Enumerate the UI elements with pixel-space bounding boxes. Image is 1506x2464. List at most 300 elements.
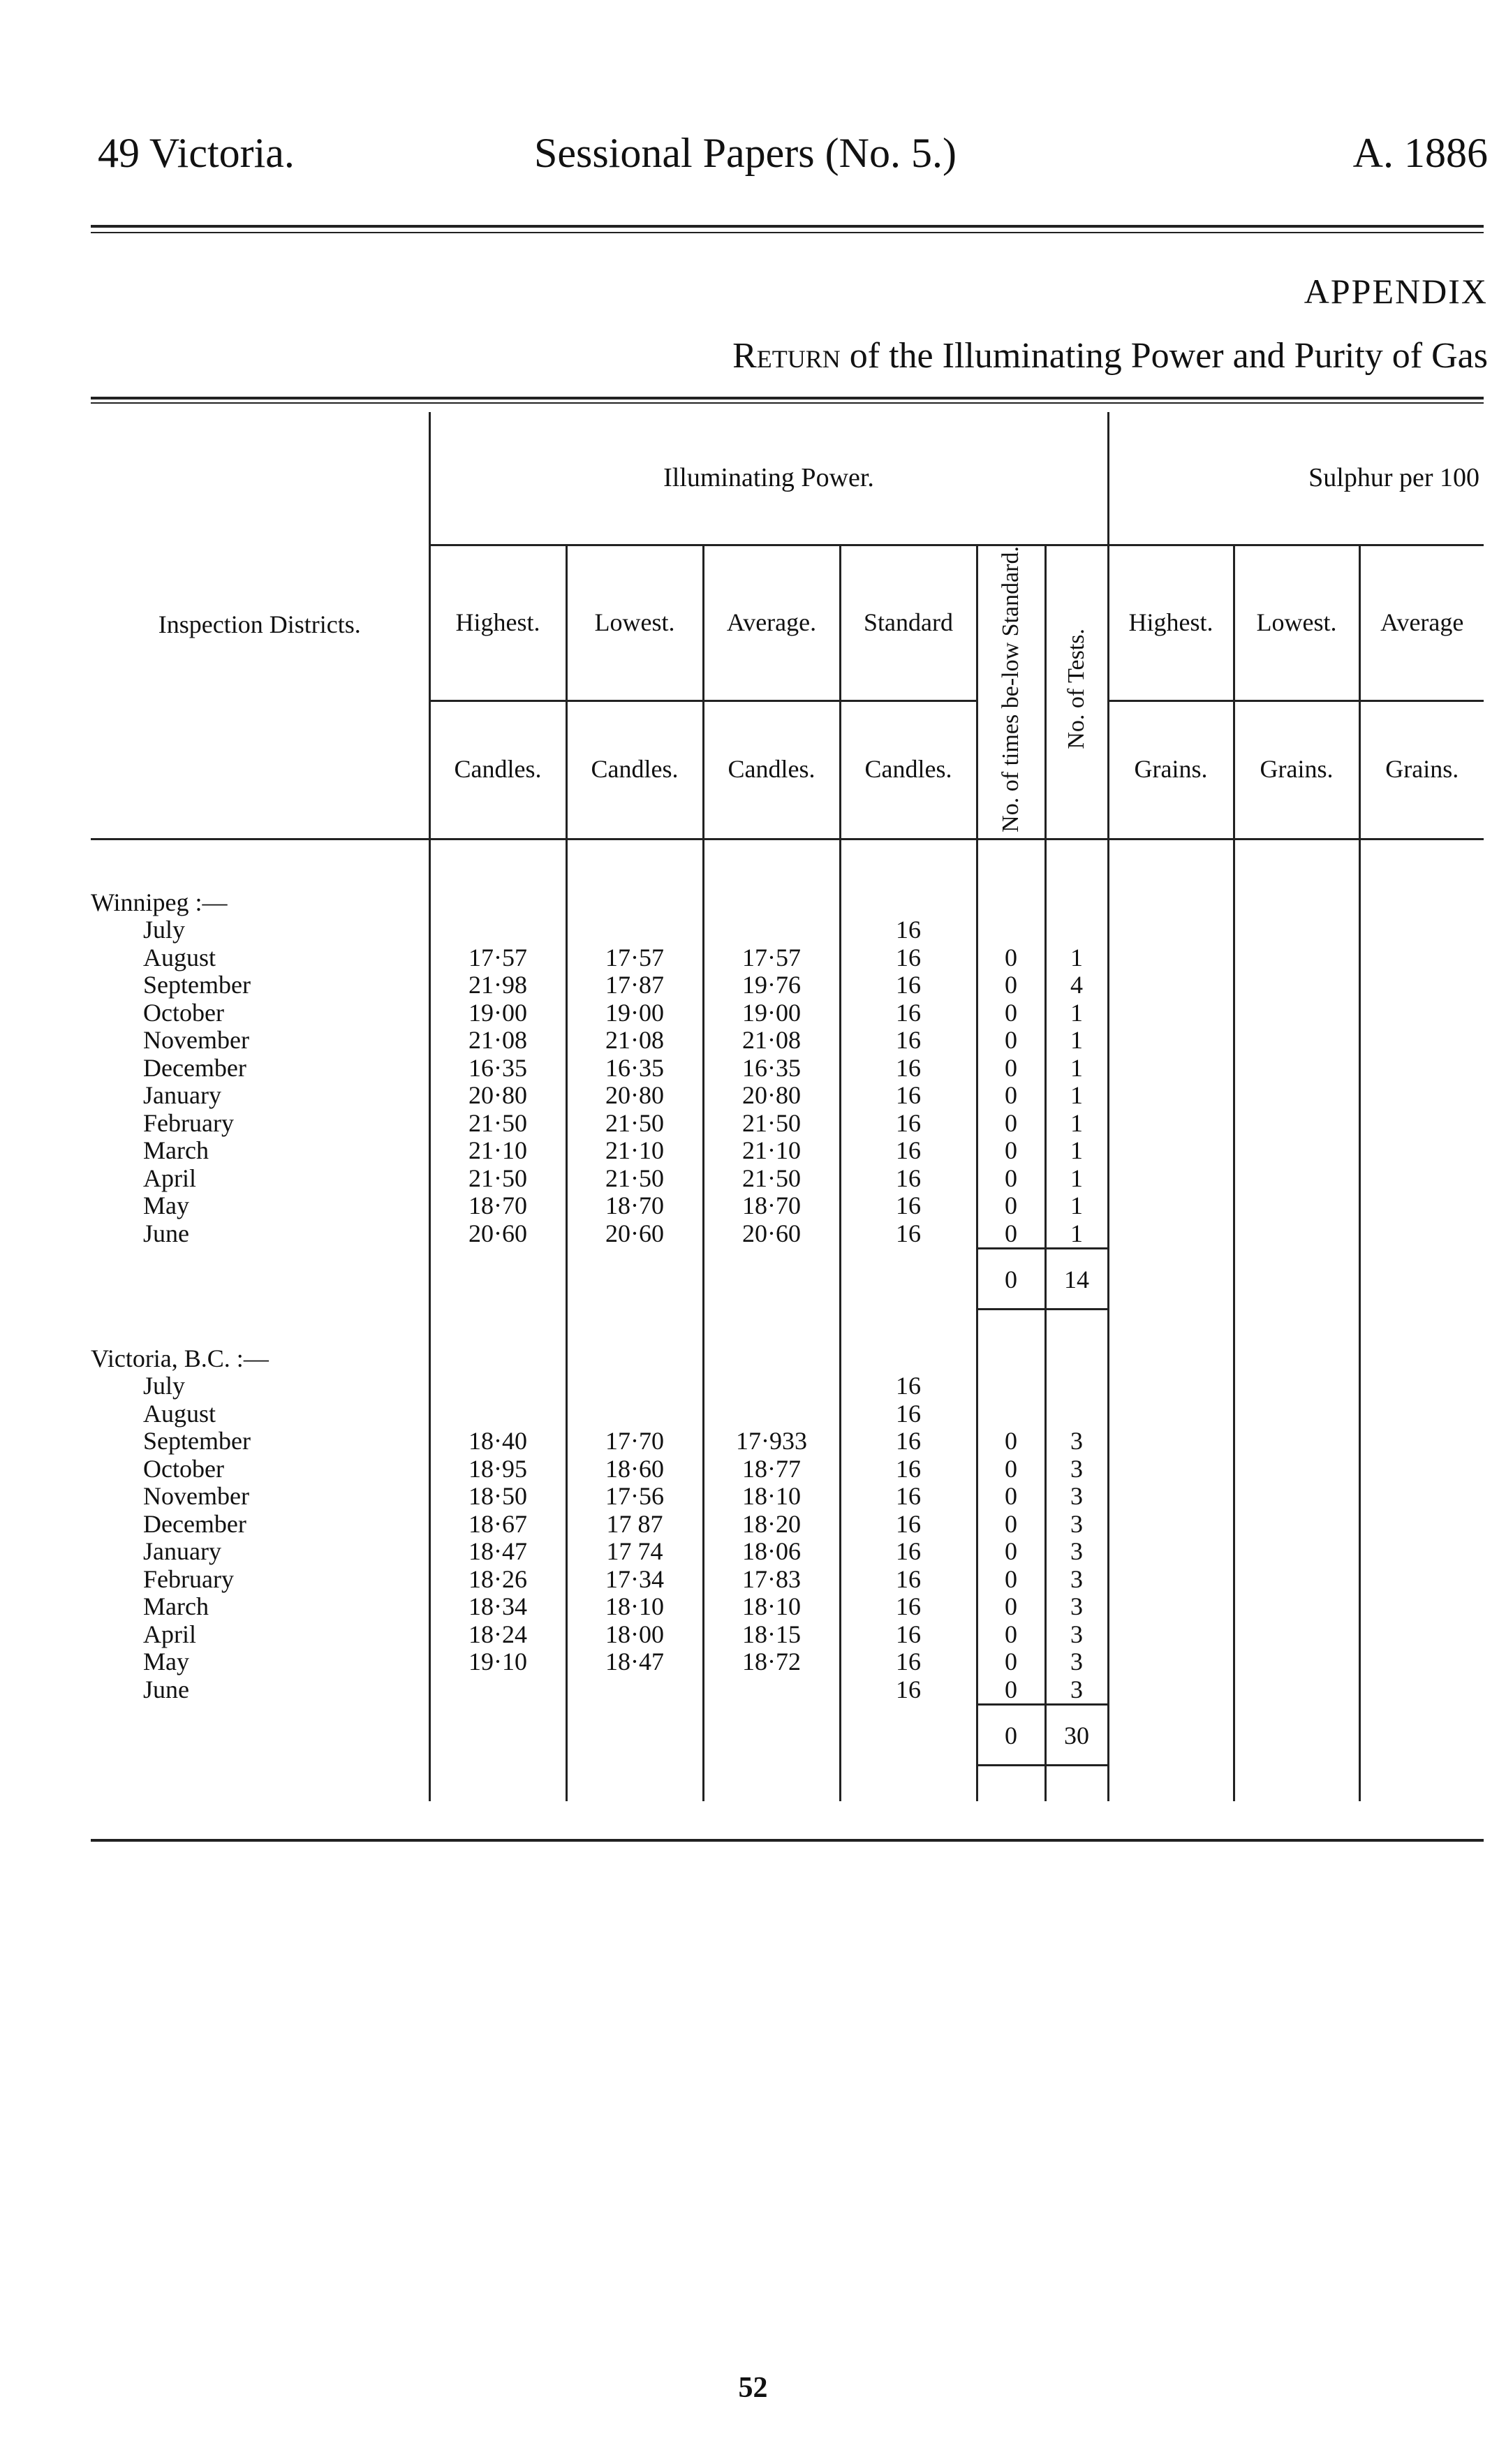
sulphur-empty-cell [1108,1483,1234,1511]
cell-standard: 16 [840,1027,977,1055]
cell-tests: 3 [1045,1621,1108,1649]
cell-standard: 16 [840,1648,977,1676]
cell-average: 18·72 [703,1648,840,1676]
unit-sulphur-lowest: Grains. [1234,701,1359,839]
header-volume: 49 Victoria. [98,130,295,176]
cell-highest: 18·24 [429,1621,566,1649]
cell-average: 19·76 [703,971,840,999]
cell-average: 18·20 [703,1511,840,1539]
month-name: March [143,1137,209,1165]
month-name: March [143,1593,209,1621]
cell-highest: 18·47 [429,1538,566,1566]
cell-lowest [566,1676,703,1705]
cell-standard: 16 [840,1165,977,1193]
col-tests-header [1045,545,1108,839]
cell-below: 0 [977,1593,1045,1621]
cell-highest [429,1400,566,1428]
sulphur-empty-cell [1359,1110,1484,1138]
table-row [91,1400,1484,1428]
cell-tests [1045,916,1108,944]
cell-highest: 21·50 [429,1165,566,1193]
section-name: Winnipeg :— [91,888,228,916]
table-row [91,1428,1484,1455]
illuminating-power-label: Illuminating Power. [663,462,874,492]
table-row [91,1483,1484,1511]
table-row [91,1648,1484,1676]
col-standard-header: Standard [840,545,977,701]
cell-lowest: 17·70 [566,1428,703,1455]
sulphur-empty-cell [1359,1676,1484,1705]
sulphur-empty-cell [1108,1400,1234,1428]
cell-below: 0 [977,1110,1045,1138]
totals-row [91,1249,1484,1310]
cell-highest [429,1372,566,1400]
cell-standard: 16 [840,1192,977,1220]
cell-highest: 20·60 [429,1220,566,1249]
cell-lowest [566,916,703,944]
sulphur-empty-cell [1108,1192,1234,1220]
cell-lowest: 17 87 [566,1511,703,1539]
cell-standard: 16 [840,1137,977,1165]
sulphur-empty-cell [1359,1220,1484,1249]
sulphur-empty-cell [1234,1400,1359,1428]
sulphur-empty-cell [1359,1538,1484,1566]
cell-highest [429,1676,566,1705]
cell-average: 18·77 [703,1455,840,1483]
cell-tests: 1 [1045,944,1108,972]
sulphur-empty-cell [1234,1648,1359,1676]
sulphur-empty-cell [1234,1483,1359,1511]
cell-average [703,916,840,944]
cell-highest: 21·10 [429,1137,566,1165]
total-tests: 14 [1045,1249,1108,1310]
sulphur-empty-cell [1234,1220,1359,1249]
month-name: July [143,916,186,944]
gas-return-table [91,412,1484,1801]
table-row [91,1137,1484,1165]
month-name: May [143,1648,189,1676]
cell-average: 18·15 [703,1621,840,1649]
cell-lowest: 17·87 [566,971,703,999]
sulphur-empty-cell [1359,1428,1484,1455]
cell-lowest: 18·00 [566,1621,703,1649]
sulphur-empty-cell [1234,1621,1359,1649]
sulphur-empty-cell [1359,1483,1484,1511]
unit-standard: Candles. [840,701,977,839]
cell-average: 18·10 [703,1593,840,1621]
cell-highest: 18·67 [429,1511,566,1539]
cell-standard: 16 [840,1220,977,1249]
cell-average: 18·10 [703,1483,840,1511]
sulphur-empty-cell [1359,916,1484,944]
section-row [91,889,1484,917]
sulphur-empty-cell [1359,1621,1484,1649]
cell-standard: 16 [840,1055,977,1083]
header-rule-bottom [91,232,1484,233]
sulphur-empty-cell [1234,944,1359,972]
cell-average: 20·60 [703,1220,840,1249]
sulphur-empty-cell [1108,1455,1234,1483]
table-row [91,1192,1484,1220]
illuminating-power-header [429,412,1108,545]
month-name: January [143,1082,221,1110]
table-row [91,1055,1484,1083]
section-name: Victoria, B.C. :— [91,1344,269,1372]
cell-lowest [566,1372,703,1400]
sulphur-empty-cell [1234,1455,1359,1483]
month-name: August [143,944,216,971]
sulphur-empty-cell [1108,1593,1234,1621]
sulphur-empty-cell [1359,1027,1484,1055]
section-row [91,1345,1484,1373]
return-title-lead: Return [732,336,841,376]
cell-tests: 1 [1045,1165,1108,1193]
cell-standard: 16 [840,1621,977,1649]
table-rule-bottom [91,1839,1484,1842]
table-row [91,1372,1484,1400]
cell-tests: 1 [1045,1137,1108,1165]
cell-tests: 3 [1045,1566,1108,1594]
sulphur-empty-cell [1108,1055,1234,1083]
table-row [91,916,1484,944]
cell-lowest: 17·56 [566,1483,703,1511]
col-sulphur-lowest-header: Lowest. [1234,545,1359,701]
table-row [91,1566,1484,1594]
sulphur-empty-cell [1234,1566,1359,1594]
cell-tests: 1 [1045,1192,1108,1220]
table-row [91,944,1484,972]
sulphur-empty-cell [1108,1110,1234,1138]
table-row [91,1110,1484,1138]
total-below: 0 [977,1705,1045,1766]
table-body [91,839,1484,1801]
table-rule-top [91,397,1484,399]
cell-standard: 16 [840,1372,977,1400]
sulphur-empty-cell [1234,1511,1359,1539]
cell-standard: 16 [840,944,977,972]
cell-average: 19·00 [703,999,840,1027]
cell-tests: 1 [1045,1027,1108,1055]
cell-average: 17·57 [703,944,840,972]
cell-average: 17·83 [703,1566,840,1594]
cell-standard: 16 [840,1593,977,1621]
cell-standard: 16 [840,1428,977,1455]
cell-average: 21·08 [703,1027,840,1055]
unit-average: Candles. [703,701,840,839]
cell-lowest: 17·34 [566,1566,703,1594]
month-name: October [143,1455,224,1483]
month-name: January [143,1538,221,1566]
sulphur-empty-cell [1359,1455,1484,1483]
month-name: November [143,1483,249,1511]
cell-below: 0 [977,944,1045,972]
sulphur-empty-cell [1359,1593,1484,1621]
sulphur-empty-cell [1108,1428,1234,1455]
unit-highest: Candles. [429,701,566,839]
cell-highest: 19·00 [429,999,566,1027]
page-number: 52 [738,2372,768,2404]
cell-average: 18·06 [703,1538,840,1566]
cell-average: 21·50 [703,1165,840,1193]
sulphur-empty-cell [1359,1566,1484,1594]
sulphur-empty-cell [1359,1400,1484,1428]
cell-below: 0 [977,1137,1045,1165]
sulphur-empty-cell [1359,1372,1484,1400]
table-row [91,1676,1484,1705]
cell-below: 0 [977,1428,1045,1455]
cell-standard: 16 [840,1082,977,1110]
table-row [91,1220,1484,1249]
cell-average: 21·10 [703,1137,840,1165]
table-row [91,1455,1484,1483]
return-title [732,335,1488,376]
sulphur-empty-cell [1108,1165,1234,1193]
sulphur-empty-cell [1359,1137,1484,1165]
sulphur-empty-cell [1234,1110,1359,1138]
cell-below: 0 [977,999,1045,1027]
sulphur-empty-cell [1234,1372,1359,1400]
sulphur-empty-cell [1108,1566,1234,1594]
cell-below: 0 [977,1027,1045,1055]
sulphur-empty-cell [1108,916,1234,944]
cell-standard: 16 [840,1676,977,1705]
cell-average: 17·933 [703,1428,840,1455]
cell-highest: 21·98 [429,971,566,999]
cell-below: 0 [977,1676,1045,1705]
cell-standard: 16 [840,1483,977,1511]
table-rule-top-thin [91,402,1484,404]
sulphur-empty-cell [1234,1192,1359,1220]
cell-lowest: 17 74 [566,1538,703,1566]
cell-below [977,916,1045,944]
cell-lowest: 18·70 [566,1192,703,1220]
sulphur-empty-cell [1234,971,1359,999]
cell-below: 0 [977,1483,1045,1511]
cell-lowest: 18·60 [566,1455,703,1483]
cell-tests: 3 [1045,1511,1108,1539]
cell-lowest: 18·47 [566,1648,703,1676]
sulphur-label: Sulphur per 100 [1308,462,1479,492]
month-name: December [143,1510,246,1538]
sulphur-empty-cell [1359,1082,1484,1110]
cell-tests: 3 [1045,1483,1108,1511]
cell-standard: 16 [840,1538,977,1566]
month-name: July [143,1372,186,1400]
sulphur-empty-cell [1234,1082,1359,1110]
cell-tests: 3 [1045,1455,1108,1483]
sulphur-empty-cell [1108,1082,1234,1110]
sulphur-empty-cell [1234,1538,1359,1566]
table-row [91,999,1484,1027]
cell-average [703,1400,840,1428]
cell-lowest: 19·00 [566,999,703,1027]
cell-average [703,1676,840,1705]
sulphur-empty-cell [1108,1621,1234,1649]
cell-highest: 16·35 [429,1055,566,1083]
table-row [91,1165,1484,1193]
sulphur-empty-cell [1108,1538,1234,1566]
cell-highest: 18·95 [429,1455,566,1483]
cell-lowest: 21·08 [566,1027,703,1055]
month-name: June [143,1219,189,1247]
cell-below: 0 [977,1511,1045,1539]
month-name: September [143,971,251,999]
col-average-header: Average. [703,545,840,701]
table-row [91,1027,1484,1055]
sulphur-empty-cell [1108,1648,1234,1676]
cell-below: 0 [977,1165,1045,1193]
month-name: May [143,1192,189,1220]
cell-lowest: 21·10 [566,1137,703,1165]
cell-tests: 1 [1045,1110,1108,1138]
sulphur-empty-cell [1108,971,1234,999]
month-name: October [143,999,224,1027]
sulphur-empty-cell [1108,1372,1234,1400]
cell-highest: 21·08 [429,1027,566,1055]
table-row [91,1538,1484,1566]
cell-below: 0 [977,1538,1045,1566]
cell-standard: 16 [840,971,977,999]
cell-standard: 16 [840,999,977,1027]
sulphur-empty-cell [1359,1511,1484,1539]
header-year: A. 1886 [1352,130,1488,176]
table-row [91,1511,1484,1539]
sulphur-empty-cell [1359,1165,1484,1193]
appendix-label: APPENDIX [1304,272,1488,311]
month-name: November [143,1027,249,1055]
cell-below: 0 [977,1648,1045,1676]
cell-highest: 19·10 [429,1648,566,1676]
month-name: August [143,1400,216,1428]
col-district-label: Inspection Districts. [158,610,361,639]
cell-below: 0 [977,1082,1045,1110]
cell-below [977,1372,1045,1400]
cell-lowest: 18·10 [566,1593,703,1621]
cell-lowest: 20·60 [566,1220,703,1249]
col-below-label: No. of times be-low Standard. [998,545,1024,833]
unit-sulphur-highest: Grains. [1108,701,1234,839]
month-name: April [143,1164,196,1192]
cell-highest: 18·50 [429,1483,566,1511]
col-highest-header: Highest. [429,545,566,701]
cell-lowest: 17·57 [566,944,703,972]
cell-below: 0 [977,1566,1045,1594]
cell-standard: 16 [840,1400,977,1428]
cell-lowest: 20·80 [566,1082,703,1110]
cell-tests [1045,1400,1108,1428]
cell-standard: 16 [840,1511,977,1539]
cell-lowest: 21·50 [566,1110,703,1138]
cell-highest: 17·57 [429,944,566,972]
cell-tests: 4 [1045,971,1108,999]
cell-standard: 16 [840,916,977,944]
sulphur-empty-cell [1234,1676,1359,1705]
cell-tests: 3 [1045,1593,1108,1621]
sulphur-empty-cell [1359,944,1484,972]
month-name: September [143,1428,251,1455]
sulphur-empty-cell [1359,999,1484,1027]
cell-tests [1045,1372,1108,1400]
cell-below: 0 [977,1055,1045,1083]
cell-average: 21·50 [703,1110,840,1138]
cell-highest [429,916,566,944]
sulphur-empty-cell [1234,916,1359,944]
cell-below: 0 [977,1192,1045,1220]
month-name: February [143,1109,234,1137]
sulphur-empty-cell [1359,1055,1484,1083]
sulphur-header [1108,412,1484,545]
col-sulphur-average-header: Average [1359,545,1484,701]
month-name: February [143,1565,234,1593]
cell-below: 0 [977,1621,1045,1649]
cell-lowest [566,1400,703,1428]
sulphur-empty-cell [1108,1676,1234,1705]
sulphur-empty-cell [1234,1165,1359,1193]
sulphur-empty-cell [1234,1055,1359,1083]
sulphur-empty-cell [1234,1137,1359,1165]
cell-below: 0 [977,1220,1045,1249]
sulphur-empty-cell [1108,944,1234,972]
cell-highest: 20·80 [429,1082,566,1110]
sulphur-empty-cell [1359,1648,1484,1676]
total-below: 0 [977,1249,1045,1310]
sulphur-empty-cell [1234,1027,1359,1055]
cell-below [977,1400,1045,1428]
col-lowest-header: Lowest. [566,545,703,701]
cell-below: 0 [977,971,1045,999]
unit-sulphur-average: Grains. [1359,701,1484,839]
month-name: April [143,1620,196,1648]
cell-highest: 18·70 [429,1192,566,1220]
totals-row [91,1705,1484,1766]
cell-tests: 3 [1045,1676,1108,1705]
cell-standard: 16 [840,1455,977,1483]
header-rule-top [91,225,1484,228]
cell-average: 20·80 [703,1082,840,1110]
cell-highest: 18·34 [429,1593,566,1621]
total-tests: 30 [1045,1705,1108,1766]
header-title: Sessional Papers (No. 5.) [534,130,957,176]
col-district-header [91,412,429,839]
cell-average [703,1372,840,1400]
sulphur-empty-cell [1234,1593,1359,1621]
cell-tests: 3 [1045,1538,1108,1566]
cell-highest: 21·50 [429,1110,566,1138]
cell-lowest: 16·35 [566,1055,703,1083]
cell-average: 16·35 [703,1055,840,1083]
col-sulphur-highest-header: Highest. [1108,545,1234,701]
cell-tests: 1 [1045,1082,1108,1110]
sulphur-empty-cell [1359,971,1484,999]
sulphur-empty-cell [1108,1137,1234,1165]
cell-below: 0 [977,1455,1045,1483]
col-tests-label: No. of Tests. [1063,629,1090,749]
sulphur-empty-cell [1108,999,1234,1027]
sulphur-empty-cell [1234,1428,1359,1455]
month-name: June [143,1675,189,1703]
table-row [91,1082,1484,1110]
col-below-header [977,545,1045,839]
cell-tests: 3 [1045,1428,1108,1455]
cell-highest: 18·26 [429,1566,566,1594]
cell-standard: 16 [840,1110,977,1138]
sulphur-empty-cell [1108,1027,1234,1055]
return-title-rest: of the Illuminating Power and Purity of Gas [840,336,1488,376]
cell-tests: 1 [1045,1055,1108,1083]
unit-lowest: Candles. [566,701,703,839]
table-row [91,1621,1484,1649]
cell-lowest: 21·50 [566,1165,703,1193]
